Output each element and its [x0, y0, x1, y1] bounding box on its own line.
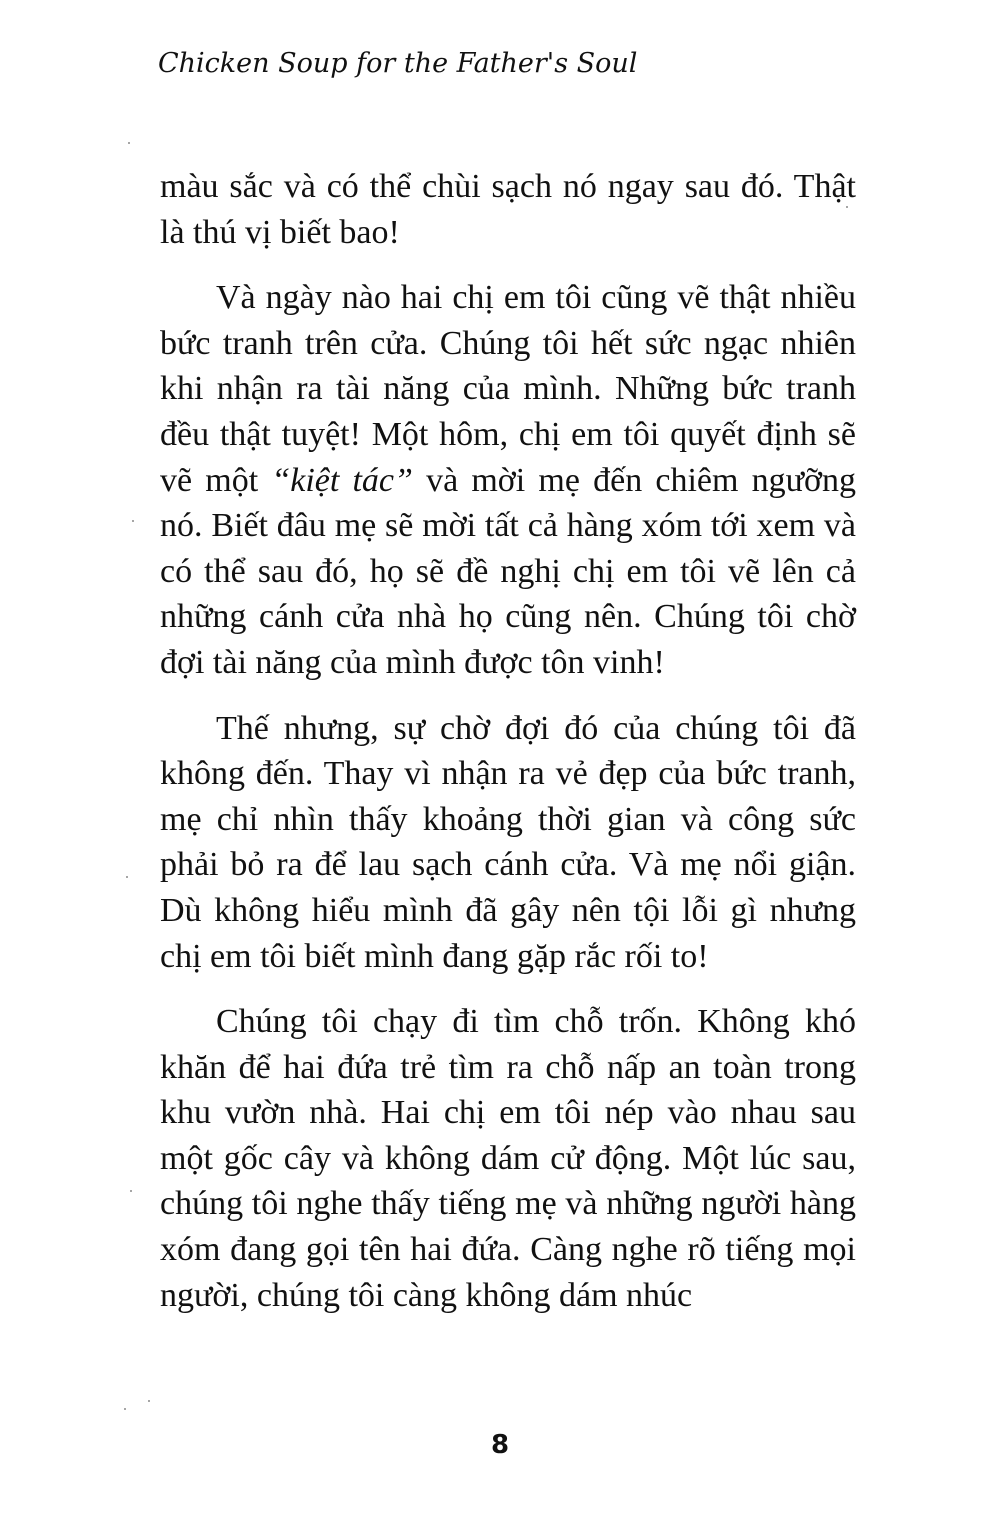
body-text — [160, 164, 856, 1318]
page-number: 8 — [490, 1430, 510, 1460]
scan-speck — [132, 520, 134, 522]
scan-speck — [148, 1400, 150, 1402]
paragraph-3 — [160, 706, 856, 980]
paragraph-1 — [160, 164, 856, 255]
paragraph-2 — [160, 275, 856, 685]
scan-speck — [124, 1408, 126, 1410]
paragraph-4 — [160, 999, 856, 1318]
paragraph-2-text-a: Và ngày nào hai chị em tôi cũng vẽ thật nhiều bức tranh trên cửa. Chúng tôi hết sức ngạc nhiên khi nhận ra tài năng của mình. Những bức tranh đều thật tuyệt! Một hôm, chị em tôi quyết định sẽ vẽ một — [160, 279, 856, 499]
scan-speck — [846, 206, 848, 208]
paragraph-1-text: màu sắc và có thể chùi sạch nó ngay sau đó. Thật là thú vị biết bao! — [160, 168, 856, 251]
scan-speck — [128, 142, 130, 144]
paragraph-3-text: Thế nhưng, sự chờ đợi đó của chúng tôi đã không đến. Thay vì nhận ra vẻ đẹp của bức tranh, mẹ chỉ nhìn thấy khoảng thời gian và công sức phải bỏ ra để lau sạch cánh cửa. Và mẹ nổi giận. Dù không hiểu mình đã gây nên tội lỗi gì nhưng chị em tôi biết mình đang gặp rắc rối to! — [160, 709, 856, 975]
scan-speck — [130, 1190, 132, 1192]
scan-speck — [126, 876, 128, 878]
emphasis-kiet-tac: “kiệt tác” — [271, 461, 413, 499]
running-header-title: Chicken Soup for the Father's Soul — [158, 48, 638, 79]
paragraph-2-text-b: và mời mẹ đến chiêm ngưỡng nó. Biết đâu mẹ sẽ mời tất cả hàng xóm tới xem và có thể sau đó, họ sẽ đề nghị chị em tôi vẽ lên cả những cánh cửa nhà họ cũng nên. Chúng tôi chờ đợi tài năng của mình được tôn vinh! — [160, 461, 857, 681]
paragraph-4-text: Chúng tôi chạy đi tìm chỗ trốn. Không khó khăn để hai đứa trẻ tìm ra chỗ nấp an toàn trong khu vườn nhà. Hai chị em tôi nép vào nhau sau một gốc cây và không dám cử động. Một lúc sau, chúng tôi nghe thấy tiếng mẹ và những người hàng xóm đang gọi tên hai đứa. Càng nghe rõ tiếng mọi người, chúng tôi càng không dám nhúc — [160, 1003, 856, 1314]
